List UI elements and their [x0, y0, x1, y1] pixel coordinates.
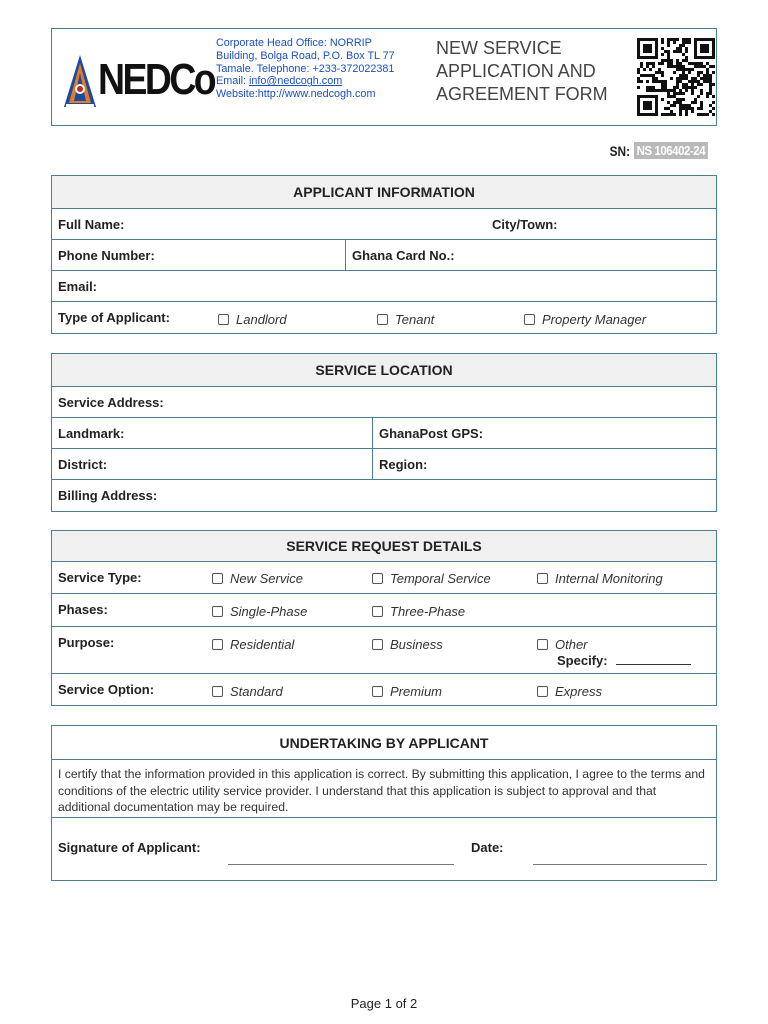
section-heading: SERVICE REQUEST DETAILS: [52, 531, 716, 562]
option-label: Standard: [230, 684, 283, 699]
email-row[interactable]: [52, 271, 716, 302]
option-label: Residential: [230, 637, 295, 652]
billing-address-label: Billing Address:: [58, 488, 158, 503]
serial-number: [606, 142, 718, 159]
standard-checkbox[interactable]: [212, 684, 283, 699]
service-option-label: Service Option:: [58, 682, 155, 697]
purpose-row: [52, 627, 716, 674]
title-line: NEW SERVICE: [436, 38, 562, 58]
option-label: New Service: [230, 571, 303, 586]
billing-address-row[interactable]: [52, 480, 716, 511]
landlord-checkbox[interactable]: [218, 312, 287, 327]
contact-info: [216, 37, 426, 101]
title-line: AGREEMENT FORM: [436, 84, 608, 104]
service-location-section: [51, 353, 717, 512]
district-row[interactable]: [52, 449, 716, 480]
phone-label: Phone Number:: [58, 248, 155, 263]
service-type-row: [52, 562, 716, 594]
checkbox-icon[interactable]: [537, 686, 548, 697]
district-label: District:: [58, 457, 108, 472]
gps-label: GhanaPost GPS:: [379, 426, 484, 441]
checkbox-icon[interactable]: [372, 606, 383, 617]
single-phase-checkbox[interactable]: [212, 604, 307, 619]
service-address-label: Service Address:: [58, 395, 164, 410]
checkbox-icon[interactable]: [372, 639, 383, 650]
serial-value: NS 106402-24: [634, 142, 708, 159]
checkbox-icon[interactable]: [537, 639, 548, 650]
option-label: Property Manager: [542, 312, 647, 327]
specify-line[interactable]: [616, 653, 691, 665]
checkbox-icon[interactable]: [212, 639, 223, 650]
service-type-label: Service Type:: [58, 570, 142, 585]
business-checkbox[interactable]: [372, 637, 443, 652]
contact-line: Tamale. Telephone: +233-372022381: [216, 62, 395, 75]
landmark-row[interactable]: [52, 418, 716, 449]
form-header: [51, 28, 717, 126]
residential-checkbox[interactable]: [212, 637, 294, 652]
option-label: Three-Phase: [390, 604, 466, 619]
signature-area: [52, 818, 716, 880]
contact-line: Corporate Head Office: NORRIP: [216, 37, 372, 49]
section-heading: APPLICANT INFORMATION: [52, 176, 716, 209]
full-name-row[interactable]: [52, 209, 716, 240]
purpose-label: Purpose:: [58, 635, 115, 650]
section-heading: SERVICE LOCATION: [52, 354, 716, 387]
page-number: Page 1 of 2: [350, 996, 418, 1011]
email-line: [216, 75, 426, 88]
serial-label: SN:: [609, 142, 631, 159]
checkbox-icon[interactable]: [212, 573, 223, 584]
three-phase-checkbox[interactable]: [372, 604, 465, 619]
divider: [372, 449, 373, 479]
option-label: Landlord: [236, 312, 287, 327]
triangle-emblem-icon: [62, 53, 98, 109]
new-service-checkbox[interactable]: [212, 571, 303, 586]
service-request-section: [51, 530, 717, 706]
option-label: Premium: [390, 684, 443, 699]
checkbox-icon[interactable]: [372, 573, 383, 584]
nedco-logo: [62, 53, 222, 109]
form-title: [436, 37, 636, 106]
checkbox-icon[interactable]: [372, 686, 383, 697]
option-label: Internal Monitoring: [555, 571, 663, 586]
property-manager-checkbox[interactable]: [524, 312, 646, 327]
divider: [345, 240, 346, 270]
checkbox-icon[interactable]: [537, 573, 548, 584]
service-address-row[interactable]: [52, 387, 716, 418]
checkbox-icon[interactable]: [212, 686, 223, 697]
ghana-card-label: Ghana Card No.:: [352, 248, 455, 263]
title-line: APPLICATION AND: [436, 61, 596, 81]
checkbox-icon[interactable]: [218, 314, 229, 325]
landmark-label: Landmark:: [58, 426, 125, 441]
premium-checkbox[interactable]: [372, 684, 442, 699]
region-label: Region:: [379, 457, 428, 472]
option-label: Temporal Service: [390, 571, 491, 586]
applicant-information-section: [51, 175, 717, 334]
option-label: Tenant: [395, 312, 435, 327]
specify-label: Specify:: [557, 653, 608, 668]
option-label: Other: [555, 637, 588, 652]
email-label: Email:: [216, 75, 249, 88]
tenant-checkbox[interactable]: [377, 312, 434, 327]
temporal-service-checkbox[interactable]: [372, 571, 491, 586]
specify-field[interactable]: [557, 653, 691, 668]
undertaking-section: [51, 725, 717, 881]
section-heading: UNDERTAKING BY APPLICANT: [52, 726, 716, 760]
website-link[interactable]: Website:http://www.nedcogh.com: [216, 88, 376, 101]
checkbox-icon[interactable]: [377, 314, 388, 325]
phone-row[interactable]: [52, 240, 716, 271]
undertaking-text: I certify that the information provided in this application is correct. By submitting this application, I agree to the terms and conditions of the electric utility service provider. I understand that this application is subject to approval and that additional documentation may be required.: [52, 760, 716, 818]
date-label: Date:: [471, 840, 504, 855]
option-label: Express: [555, 684, 602, 699]
signature-line[interactable]: [228, 864, 454, 865]
internal-monitoring-checkbox[interactable]: [537, 571, 663, 586]
email-link[interactable]: info@nedcogh.com: [249, 75, 343, 88]
divider: [372, 418, 373, 448]
phases-label: Phases:: [58, 602, 108, 617]
option-label: Single-Phase: [230, 604, 308, 619]
logo-text: NEDCo: [98, 55, 215, 104]
email-field-label: Email:: [58, 279, 98, 294]
applicant-type-label: Type of Applicant:: [58, 310, 170, 325]
phases-row: [52, 594, 716, 627]
applicant-type-row: [52, 302, 716, 333]
other-checkbox[interactable]: [537, 637, 588, 652]
date-line[interactable]: [533, 864, 707, 865]
checkbox-icon[interactable]: [212, 606, 223, 617]
full-name-label: Full Name:: [58, 217, 125, 232]
qr-code-icon: [637, 37, 715, 117]
checkbox-icon[interactable]: [524, 314, 535, 325]
service-option-row: [52, 674, 716, 705]
signature-label: Signature of Applicant:: [58, 840, 201, 855]
contact-line: Building, Bolga Road, P.O. Box TL 77: [216, 49, 395, 62]
express-checkbox[interactable]: [537, 684, 602, 699]
option-label: Business: [390, 637, 443, 652]
city-label: City/Town:: [492, 217, 558, 232]
